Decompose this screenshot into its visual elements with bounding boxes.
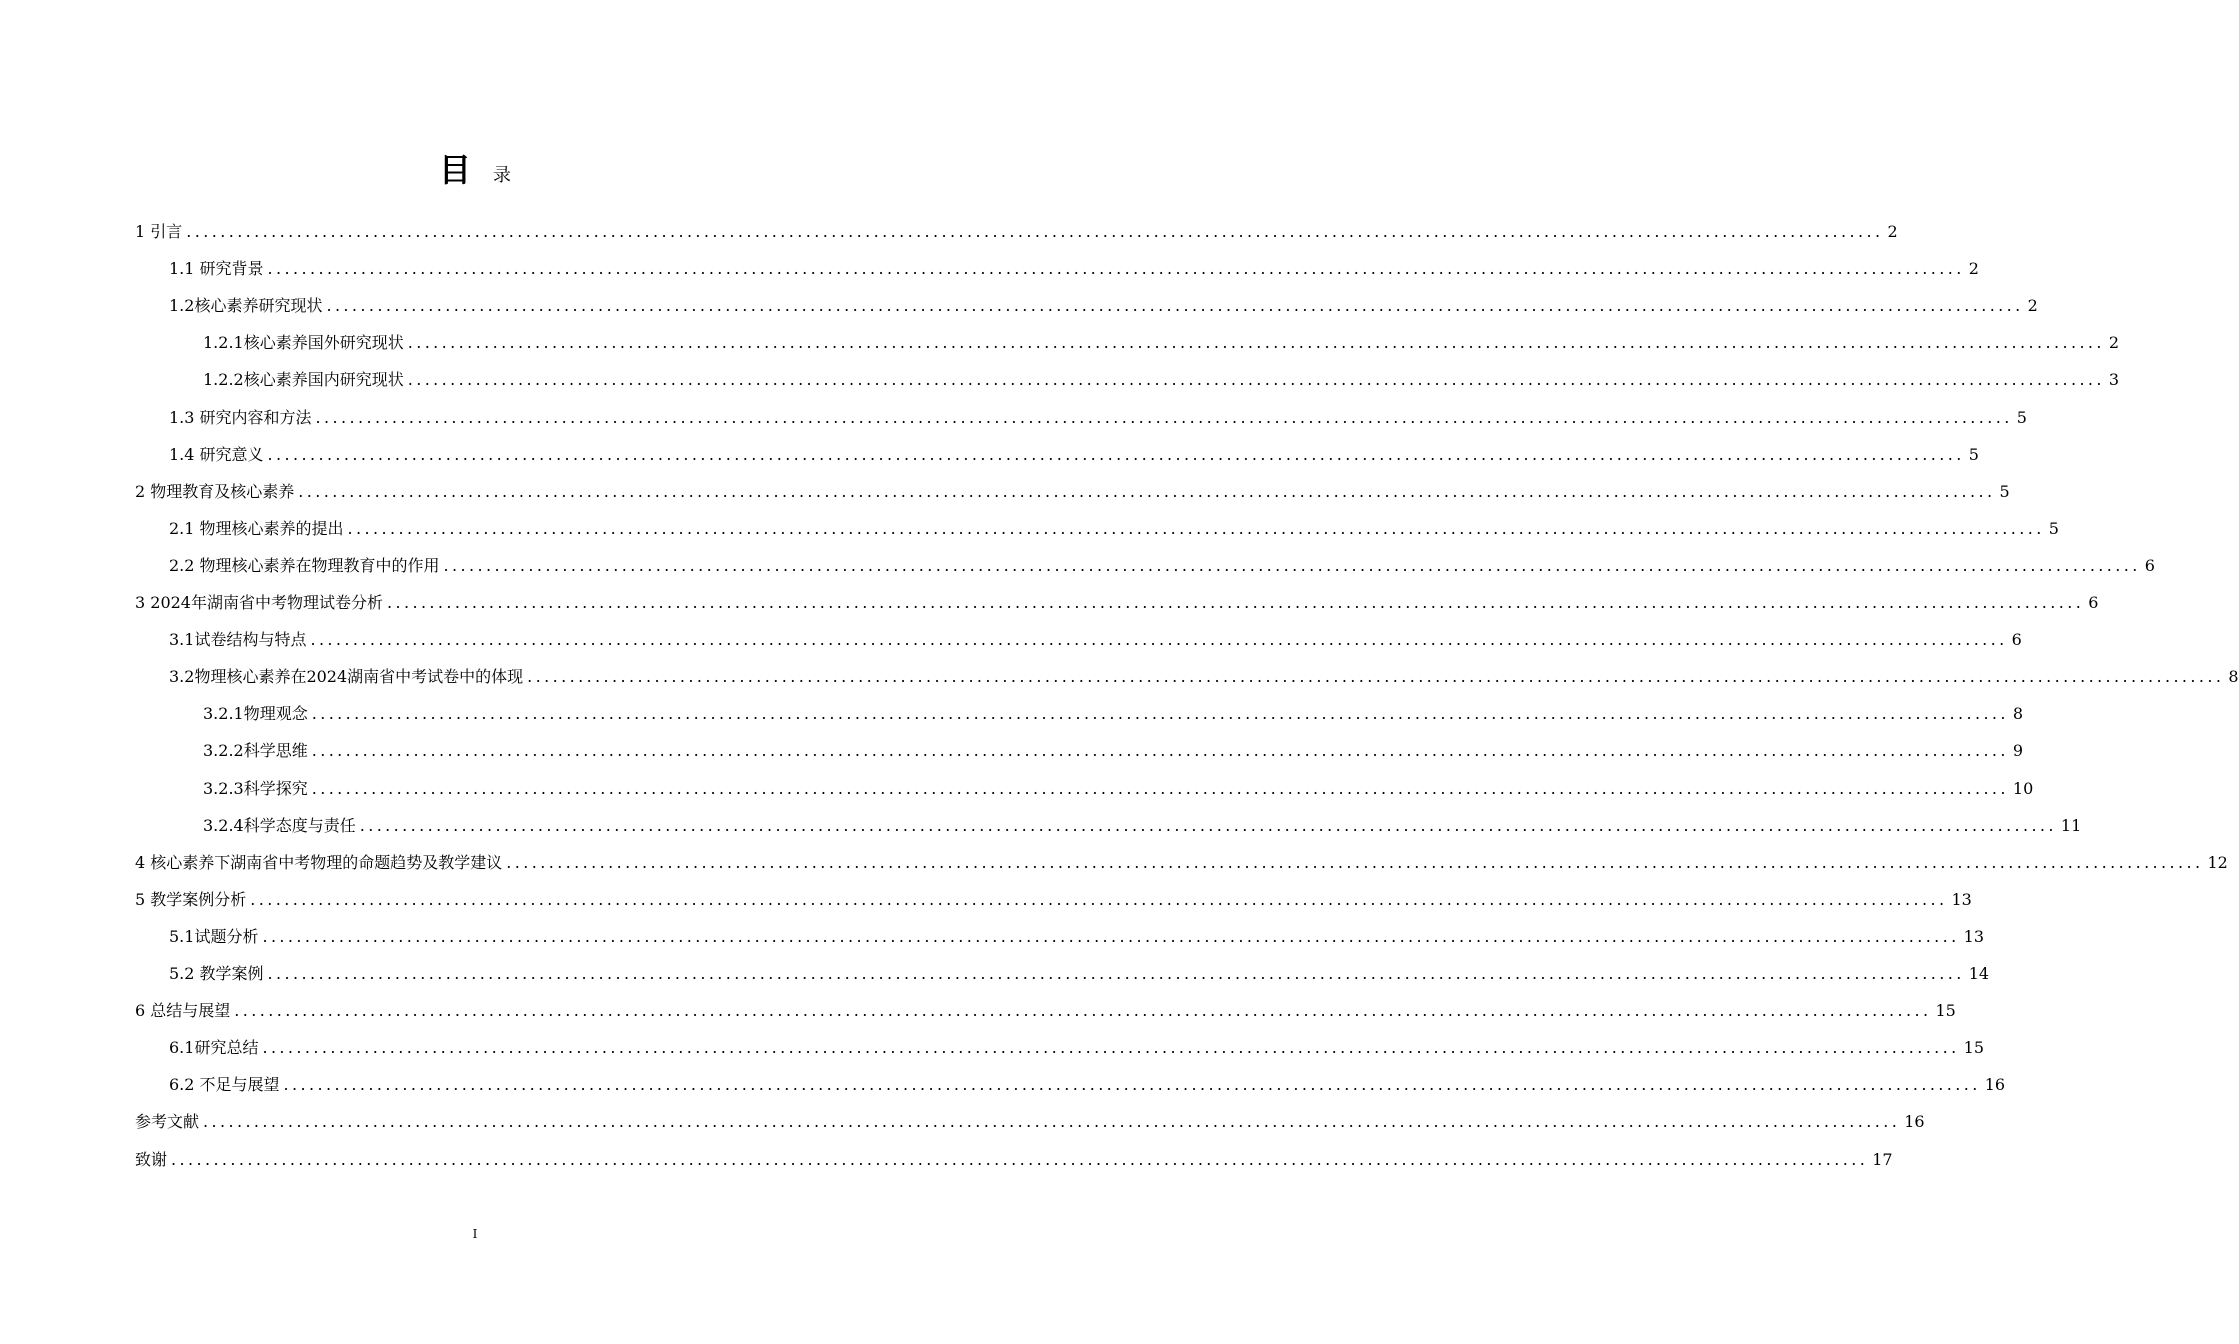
toc-leader-dots: ........................................................................................................................................................................................................ (407, 370, 2105, 390)
toc-entry-page: 13 (1963, 926, 1984, 946)
toc-entry-page: 2 (1887, 222, 1898, 241)
toc-entry-page: 9 (2012, 741, 2024, 761)
toc-leader-dots: ........................................................................................................................................................................................................ (443, 555, 2141, 575)
toc-leader-dots: ........................................................................................................................................................................................................ (262, 1038, 1960, 1058)
toc-leader-dots: ........................................................................................................................................................................................................ (267, 964, 1965, 983)
toc-leader-dots: ........................................................................................................................................................................................................ (315, 407, 2013, 427)
toc-entry-page: 6 (2088, 593, 2099, 612)
toc-entry[interactable] (135, 874, 1972, 910)
toc-leader-dots: ........................................................................................................................................................................................................ (311, 704, 2009, 724)
toc-entry-label: 参考文献 (135, 1112, 200, 1132)
toc-leader-dots: ........................................................................................................................................................................................................ (267, 444, 1965, 464)
toc-entry[interactable] (169, 948, 1990, 984)
toc-entry[interactable] (135, 1134, 1893, 1170)
toc-entry-page: 14 (1968, 964, 1990, 983)
toc-entry-label: 1.2.1核心素养国外研究现状 (203, 333, 404, 353)
toc-entry-page: 8 (2012, 704, 2024, 724)
toc-leader-dots: ........................................................................................................................................................................................................ (298, 481, 1996, 501)
toc-entry-label: 2.1 物理核心素养的提出 (169, 518, 344, 538)
toc-entry-page: 15 (1935, 1001, 1956, 1021)
toc-entry-page: 16 (1984, 1075, 2006, 1095)
toc-entry[interactable] (203, 725, 2024, 761)
toc-entry[interactable] (169, 540, 2155, 576)
toc-entry-label: 5.2 教学案例 (169, 964, 264, 983)
toc-entry[interactable] (203, 317, 2120, 353)
toc-leader-dots: ........................................................................................................................................................................................................ (186, 222, 1884, 241)
toc-entry[interactable] (169, 911, 1984, 947)
toc-entry-label: 致谢 (135, 1149, 168, 1169)
toc-entry-page: 8 (2228, 667, 2239, 687)
page-title (0, 145, 950, 191)
toc-entry-page: 6 (2011, 630, 2022, 650)
toc-entry-page: 10 (2012, 778, 2034, 798)
toc-entry[interactable] (169, 429, 1979, 465)
toc-entry-page: 16 (1904, 1112, 1925, 1132)
toc-entry-label: 1.4 研究意义 (169, 444, 264, 464)
toc-entry[interactable] (169, 614, 2022, 650)
toc-entry-label: 6 总结与展望 (135, 1001, 231, 1021)
toc-entry[interactable] (169, 1059, 2006, 1095)
toc-entry-label: 3 2024年湖南省中考物理试卷分析 (135, 593, 383, 612)
toc-entry-label: 3.2物理核心素养在2024湖南省中考试卷中的体现 (169, 667, 524, 687)
toc-leader-dots: ........................................................................................................................................................................................................ (262, 926, 1960, 946)
toc-entry[interactable] (135, 985, 1956, 1021)
toc-entry-page: 17 (1872, 1149, 1893, 1169)
toc-leader-dots: ........................................................................................................................................................................................................ (387, 593, 2085, 612)
toc-entry-page: 2 (2108, 333, 2120, 353)
title-main: 目 (438, 151, 471, 189)
toc-entry-label: 3.2.4科学态度与责任 (203, 815, 356, 835)
toc-leader-dots: ........................................................................................................................................................................................................ (171, 1149, 1869, 1169)
toc-entry[interactable] (169, 651, 2239, 687)
toc-leader-dots: ........................................................................................................................................................................................................ (359, 815, 2057, 835)
toc-entry-page: 5 (1968, 444, 1979, 464)
toc-entry-label: 1.2核心素养研究现状 (169, 296, 323, 316)
footer-page-number: I (472, 1227, 478, 1241)
toc-entry[interactable] (169, 392, 2027, 428)
toc-entry-label: 5.1试题分析 (169, 926, 259, 946)
toc-entry[interactable] (203, 688, 2024, 724)
toc-entry-page: 11 (2060, 815, 2082, 835)
toc-entry[interactable] (169, 280, 2038, 316)
toc-entry-page: 6 (2144, 555, 2155, 575)
toc-leader-dots: ........................................................................................................................................................................................................ (234, 1001, 1932, 1021)
toc-leader-dots: ........................................................................................................................................................................................................ (283, 1075, 1981, 1095)
toc-entry[interactable] (135, 837, 2228, 873)
toc-entry-label: 2.2 物理核心素养在物理教育中的作用 (169, 555, 440, 575)
toc-leader-dots: ........................................................................................................................................................................................................ (311, 778, 2009, 798)
toc-entry-label: 1.1 研究背景 (169, 259, 264, 279)
toc-leader-dots: ........................................................................................................................................................................................................ (407, 333, 2105, 353)
toc-entry-label: 5 教学案例分析 (135, 889, 247, 909)
toc-entry-page: 15 (1963, 1038, 1984, 1058)
toc-leader-dots: ........................................................................................................................................................................................................ (527, 667, 2225, 687)
toc-entry-label: 4 核心素养下湖南省中考物理的命题趋势及教学建议 (135, 852, 503, 872)
toc-entry-label: 6.1研究总结 (169, 1038, 259, 1058)
toc-entry[interactable] (135, 577, 2099, 613)
toc-entry-label: 6.2 不足与展望 (169, 1075, 280, 1095)
toc-entry-label: 1.3 研究内容和方法 (169, 407, 312, 427)
toc-entry[interactable] (135, 1096, 1925, 1132)
toc-entry[interactable] (135, 466, 2010, 502)
title-sub: 录 (493, 165, 511, 186)
toc-entry-page: 2 (1968, 259, 1979, 279)
toc-entry-label: 3.2.1物理观念 (203, 704, 308, 724)
toc-leader-dots: ........................................................................................................................................................................................................ (203, 1112, 1901, 1132)
toc-entry[interactable] (169, 503, 2059, 539)
toc-entry[interactable] (203, 354, 2120, 390)
toc-entry-label: 1.2.2核心素养国内研究现状 (203, 370, 404, 390)
toc-entry-label: 3.2.2科学思维 (203, 741, 308, 761)
toc-entry-page: 5 (1999, 481, 2010, 501)
toc-leader-dots: ........................................................................................................................................................................................................ (310, 630, 2008, 650)
toc-entry[interactable] (135, 206, 1898, 242)
toc-entry-label: 2 物理教育及核心素养 (135, 481, 295, 501)
toc-leader-dots: ........................................................................................................................................................................................................ (506, 852, 2204, 872)
toc-entry-label: 3.2.3科学探究 (203, 778, 308, 798)
toc-entry-page: 5 (2048, 518, 2059, 538)
toc-entry-page: 12 (2207, 852, 2228, 872)
toc-entry-page: 3 (2108, 370, 2120, 390)
toc-entry[interactable] (169, 243, 1979, 279)
toc-entry-label: 3.1试卷结构与特点 (169, 630, 307, 650)
toc-entry-label: 1 引言 (135, 222, 183, 241)
toc-entry[interactable] (169, 1022, 1984, 1058)
toc-entry[interactable] (203, 800, 2082, 836)
toc-leader-dots: ........................................................................................................................................................................................................ (311, 741, 2009, 761)
toc-leader-dots: ........................................................................................................................................................................................................ (347, 518, 2045, 538)
toc-entry-page: 2 (2027, 296, 2038, 316)
toc-entry-page: 13 (1951, 889, 1972, 909)
toc-leader-dots: ........................................................................................................................................................................................................ (326, 296, 2024, 316)
toc-entry-page: 5 (2016, 407, 2027, 427)
toc-entry[interactable] (203, 763, 2034, 799)
toc-leader-dots: ........................................................................................................................................................................................................ (250, 889, 1948, 909)
toc-leader-dots: ........................................................................................................................................................................................................ (267, 259, 1965, 279)
